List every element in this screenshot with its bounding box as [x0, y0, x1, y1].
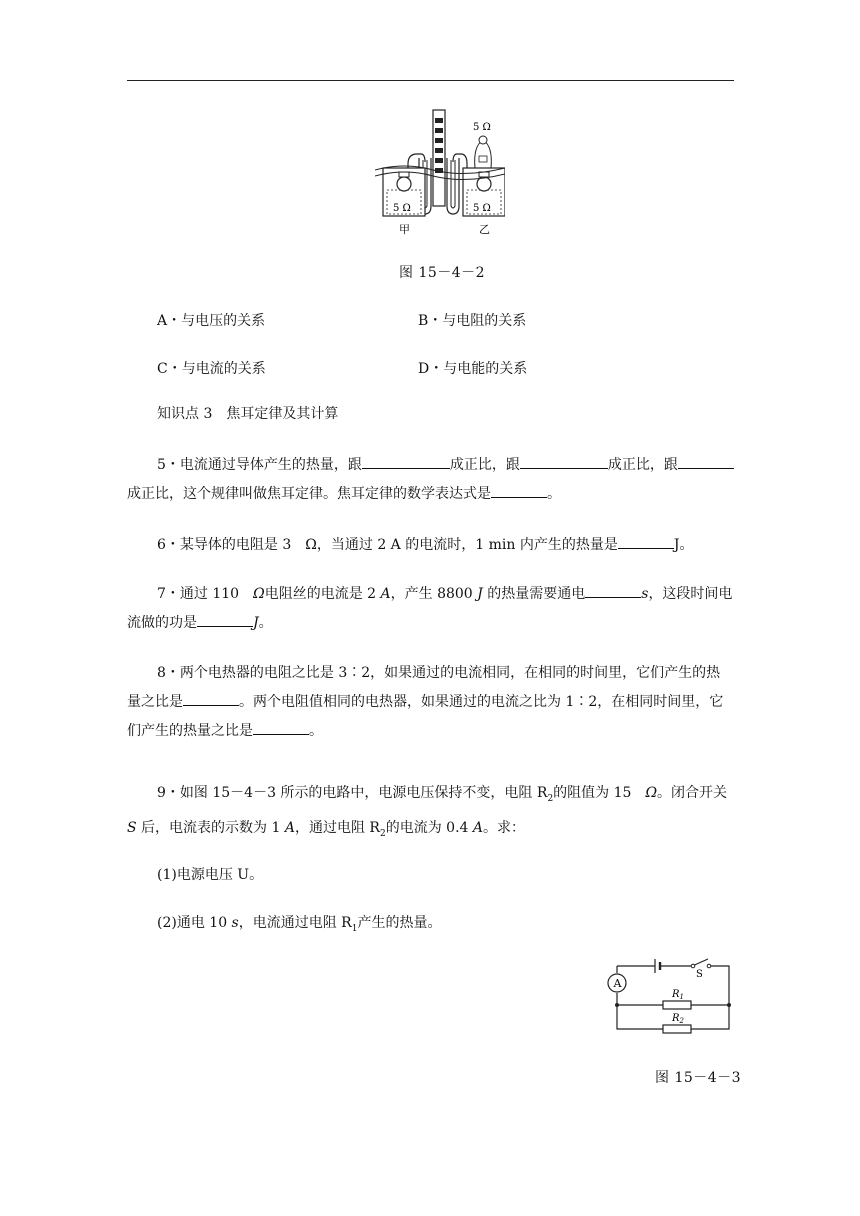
- q9-subq2-text-3: 产生的热量。: [357, 915, 442, 931]
- r1-letter: R: [672, 989, 680, 1000]
- q7-unit-j: J: [477, 586, 483, 602]
- q8-blank-2[interactable]: [253, 719, 309, 735]
- question-9-part-2: [127, 909, 734, 944]
- q9-subq2-text-1: (2)通电 10: [157, 915, 232, 931]
- option-a[interactable]: A・与电压的关系: [157, 313, 266, 329]
- q9-subq2-unit: s: [231, 915, 239, 931]
- r2-label: [671, 1013, 685, 1025]
- q6-blank[interactable]: [618, 533, 674, 549]
- q9-switch: S: [127, 819, 137, 836]
- option-d[interactable]: D・与电能的关系: [418, 361, 528, 377]
- q9-text-7: 。求：: [483, 819, 526, 836]
- q5-blank-2[interactable]: [520, 453, 608, 469]
- q5-text-2: 成正比，跟: [449, 457, 520, 473]
- section-heading-text: 知识点 3 焦耳定律及其计算: [157, 406, 339, 422]
- q7-text-5: ，这段时间电流做的功是: [127, 586, 733, 631]
- question-5: [127, 451, 734, 509]
- q5-text-1: 5・电流通过导体产生的热量，跟: [157, 457, 362, 473]
- q7-text-6: 。: [258, 615, 273, 631]
- question-8: [127, 659, 734, 746]
- figure2-caption: 图 15－4－3: [655, 1070, 742, 1086]
- q7-text-2: 电阻丝的电流是 2: [264, 586, 381, 602]
- right-resistor-label: 5 Ω: [473, 203, 491, 214]
- q9-sub-2: 2: [379, 828, 386, 839]
- joule-experiment-figure: [375, 106, 505, 236]
- q5-text-5: 。: [547, 486, 561, 502]
- q9-subq2-sub: 1: [351, 923, 358, 934]
- q9-text-6: 的电流为 0.4: [385, 819, 473, 836]
- q9-text-5: ，通过电阻 R: [294, 819, 380, 836]
- ammeter-label: A: [613, 977, 622, 990]
- q7-blank-2[interactable]: [197, 611, 253, 627]
- question-6: [127, 531, 734, 560]
- q9-text-3: 。闭合开关: [657, 785, 728, 801]
- q6-text-1: 6・某导体的电阻是 3 Ω，当通过 2 A 的电流时，1 min 内产生的热量是: [157, 537, 618, 553]
- q9-unit-a2: A: [472, 819, 484, 836]
- q7-text-1: 7・通过 110: [157, 586, 254, 602]
- section-heading: [127, 400, 734, 429]
- q5-blank-1[interactable]: [362, 453, 450, 469]
- r1-subscript: 1: [679, 993, 684, 1001]
- q8-text-3: 。: [309, 723, 323, 739]
- q7-unit-a: A: [380, 586, 391, 602]
- q7-unit-j2: J: [253, 615, 259, 631]
- q6-text-2: J。: [673, 537, 694, 553]
- q5-blank-3[interactable]: [678, 453, 734, 469]
- q9-text-4: 后，电流表的示数为 1: [136, 819, 285, 836]
- q7-text-3: ，产生 8800: [390, 586, 478, 602]
- circuit-figure: [605, 955, 735, 1035]
- q7-text-4: 的热量需要通电: [482, 586, 586, 602]
- q5-blank-4[interactable]: [491, 482, 547, 498]
- switch-label: S: [696, 969, 703, 980]
- q7-unit-s: s: [641, 586, 649, 602]
- q8-text-1: 8・两个电热器的电阻之比是 3∶2，如果通过的电流相同，在相同的时间里，它们产生的热量之比是: [127, 665, 721, 710]
- q5-text-3: 成正比，跟: [607, 457, 678, 473]
- q9-subq1-text: (1)电源电压 U。: [157, 867, 264, 883]
- question-7: [127, 580, 734, 638]
- q8-blank-1[interactable]: [183, 690, 239, 706]
- q9-unit-ohm: Ω: [645, 785, 658, 801]
- top-resistor-label: 5 Ω: [473, 122, 491, 133]
- q9-text-2: 的阻值为 15: [553, 785, 646, 801]
- r2-letter: R: [672, 1013, 680, 1024]
- r1-label: [671, 989, 684, 1001]
- q5-text-4: 成正比，这个规律叫做焦耳定律。焦耳定律的数学表达式是: [127, 486, 491, 502]
- q7-unit-ohm: Ω: [253, 586, 265, 602]
- right-apparatus-label: 乙: [479, 223, 490, 236]
- left-apparatus-label: 甲: [399, 223, 410, 236]
- q7-blank-1[interactable]: [585, 582, 641, 598]
- question-9: [127, 779, 734, 849]
- q9-unit-a: A: [284, 819, 295, 836]
- option-b[interactable]: B・与电阻的关系: [418, 313, 527, 329]
- header-rule: [127, 80, 734, 81]
- figure1-caption: 图 15－4－2: [399, 265, 486, 281]
- question-9-part-1: [127, 861, 734, 890]
- r2-subscript: 2: [679, 1017, 684, 1025]
- left-resistor-label: 5 Ω: [393, 203, 411, 214]
- q9-sub-1: 2: [547, 793, 554, 804]
- q9-text-1: 9・如图 15－4－3 所示的电路中，电源电压保持不变，电阻 R: [157, 785, 548, 801]
- q9-subq2-text-2: ，电流通过电阻 R: [238, 915, 352, 931]
- option-c[interactable]: C・与电流的关系: [157, 361, 266, 377]
- q8-text-2: 。两个电阻值相同的电热器，如果通过的电流之比为 1∶2，在相同时间里，它们产生的热量之比是: [127, 694, 724, 739]
